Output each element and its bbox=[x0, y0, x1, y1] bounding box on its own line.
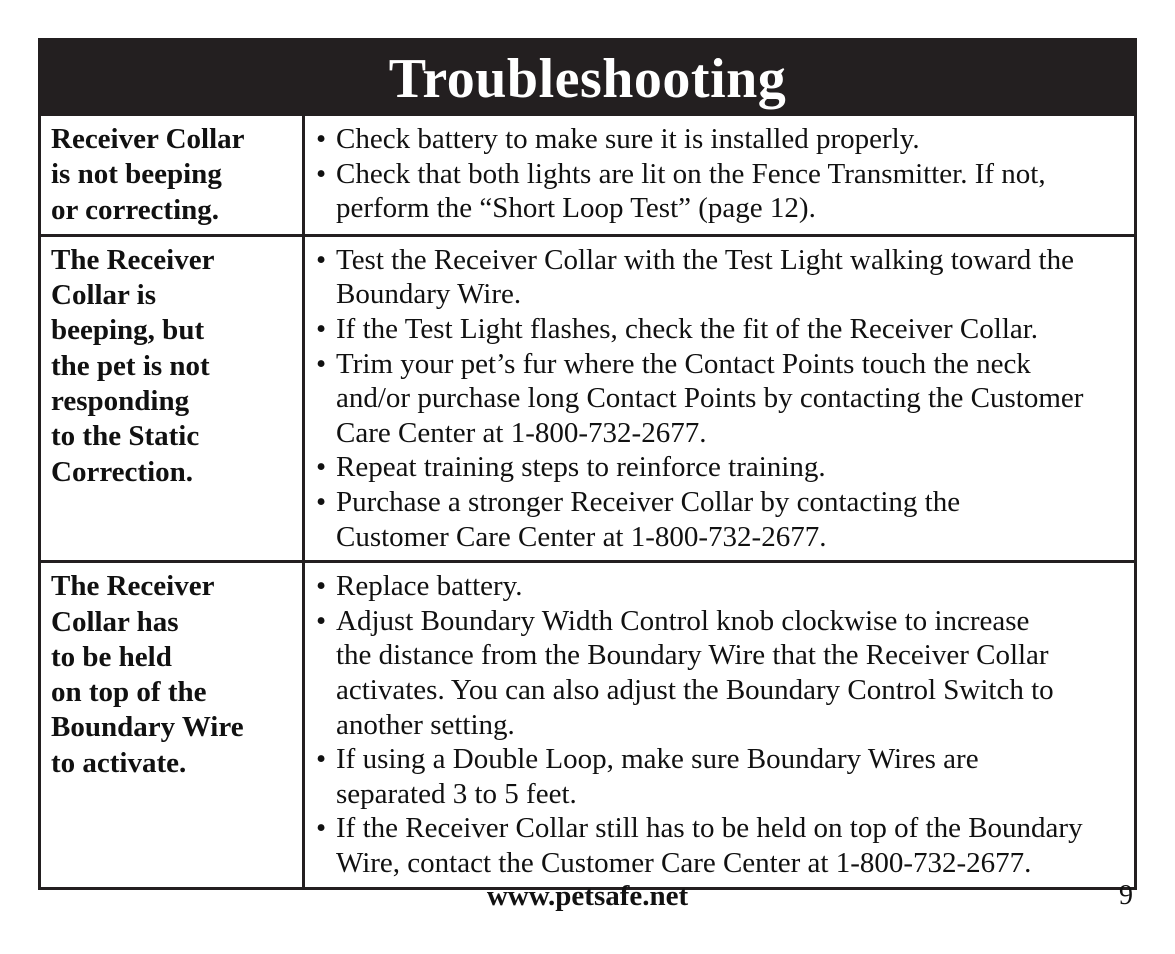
problem-text: to be held bbox=[51, 640, 172, 673]
solution-text: • If the Receiver Collar still has to be held on top of the Boundary bbox=[336, 812, 1083, 845]
problem-text: Correction. bbox=[51, 455, 193, 488]
solution-text: Wire, contact the Customer Care Center at 1-800-732-2677. bbox=[336, 846, 1032, 879]
solution-text: Boundary Wire. bbox=[336, 278, 522, 311]
solution-text: • Trim your pet’s fur where the Contact Points touch the neck bbox=[336, 347, 1031, 380]
solution-text: activates. You can also adjust the Boundary Control Switch to bbox=[336, 674, 1054, 707]
page-footer bbox=[38, 880, 1137, 916]
solution-text: Customer Care Center at 1-800-732-2677. bbox=[336, 520, 827, 553]
problem-text: The Receiver bbox=[51, 243, 215, 276]
solution-text: • If using a Double Loop, make sure Boundary Wires are bbox=[336, 743, 979, 776]
solution-text: another setting. bbox=[336, 708, 515, 741]
solution-item bbox=[315, 569, 1124, 604]
table-row bbox=[40, 235, 1136, 561]
solution-item bbox=[315, 811, 1124, 880]
table-row bbox=[40, 562, 1136, 888]
problem-text: the pet is not bbox=[51, 349, 210, 382]
solution-text: • Replace battery. bbox=[336, 570, 523, 603]
solution-text: and/or purchase long Contact Points by contacting the Customer bbox=[336, 382, 1084, 415]
solution-text: separated 3 to 5 feet. bbox=[336, 777, 577, 810]
solution-text: • Check that both lights are lit on the Fence Transmitter. If not, bbox=[336, 157, 1046, 190]
solution-text: • Check battery to make sure it is installed properly. bbox=[336, 123, 920, 155]
page-title: Troubleshooting bbox=[388, 48, 787, 110]
problem-text: to activate. bbox=[51, 746, 187, 779]
problem-cell bbox=[40, 562, 304, 888]
problem-text: beeping, but bbox=[51, 314, 205, 347]
solution-item bbox=[315, 312, 1124, 347]
solution-item bbox=[315, 604, 1124, 742]
problem-text: responding bbox=[51, 385, 190, 418]
solution-text: Care Center at 1-800-732-2677. bbox=[336, 416, 707, 449]
solution-cell bbox=[304, 116, 1136, 235]
page-number: 9 bbox=[1119, 880, 1133, 911]
solution-item bbox=[315, 347, 1124, 451]
problem-text: Boundary Wire bbox=[51, 711, 244, 744]
solution-list bbox=[315, 569, 1124, 880]
problem-text: The Receiver bbox=[51, 570, 215, 603]
problem-text: or correcting. bbox=[51, 193, 220, 226]
solution-text: the distance from the Boundary Wire that the Receiver Collar bbox=[336, 639, 1049, 672]
problem-text: Receiver Collar bbox=[51, 123, 245, 155]
problem-text: Collar has bbox=[51, 605, 179, 638]
solution-text: • Repeat training steps to reinforce training. bbox=[336, 451, 826, 484]
troubleshooting-table bbox=[38, 116, 1137, 890]
troubleshooting-document bbox=[38, 38, 1137, 890]
solution-item bbox=[315, 157, 1124, 226]
table-row bbox=[40, 116, 1136, 235]
solution-text: • Purchase a stronger Receiver Collar by contacting the bbox=[336, 486, 961, 519]
solution-text: • Test the Receiver Collar with the Test Light walking toward the bbox=[336, 243, 1074, 276]
solution-item bbox=[315, 450, 1124, 485]
solution-item bbox=[315, 122, 1124, 157]
website-url: www.petsafe.net bbox=[486, 880, 689, 912]
problem-text: Collar is bbox=[51, 279, 156, 312]
solution-list bbox=[315, 243, 1124, 554]
solution-item bbox=[315, 742, 1124, 811]
solution-cell bbox=[304, 562, 1136, 888]
solution-text: • Adjust Boundary Width Control knob clockwise to increase bbox=[336, 604, 1030, 637]
problem-text: to the Static bbox=[51, 420, 200, 453]
solution-cell bbox=[304, 235, 1136, 561]
problem-cell bbox=[40, 235, 304, 561]
problem-cell bbox=[40, 116, 304, 235]
problem-text: is not beeping bbox=[51, 158, 222, 191]
solution-text: • If the Test Light flashes, check the fit of the Receiver Collar. bbox=[336, 313, 1039, 346]
solution-item bbox=[315, 243, 1124, 312]
problem-text: on top of the bbox=[51, 676, 207, 709]
solution-text: perform the “Short Loop Test” (page 12). bbox=[336, 192, 816, 225]
solution-item bbox=[315, 485, 1124, 554]
solution-list bbox=[315, 122, 1124, 226]
title-bar bbox=[38, 38, 1137, 116]
